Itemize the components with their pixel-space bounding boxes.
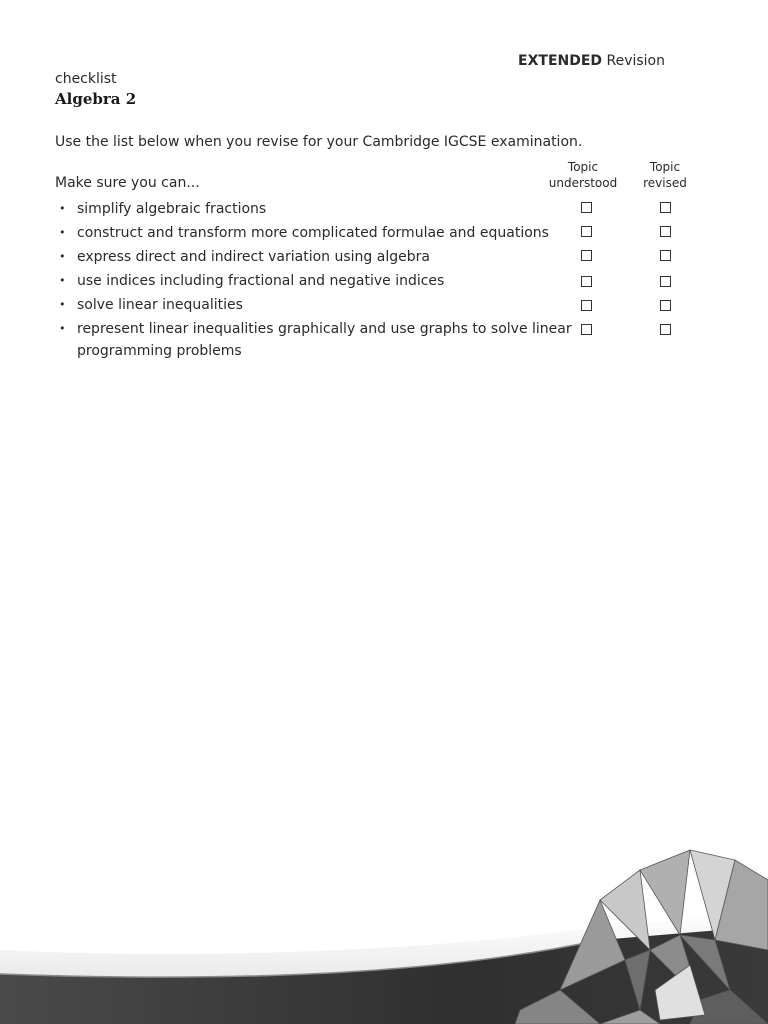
column-header-line: Topic bbox=[567, 160, 599, 174]
understood-checkbox[interactable] bbox=[581, 226, 592, 237]
understood-checkbox[interactable] bbox=[581, 202, 592, 213]
revised-checkbox[interactable] bbox=[660, 300, 671, 311]
checklist-item: • represent linear inequalities graphically and use graphs to solve linear programming problems bbox=[55, 318, 595, 362]
revised-checkbox[interactable] bbox=[660, 250, 671, 261]
header-extended: EXTENDED bbox=[518, 53, 603, 69]
column-header-understood bbox=[541, 159, 625, 191]
checklist-item: • solve linear inequalities bbox=[55, 294, 595, 316]
checklist-item: • construct and transform more complicated formulae and equations bbox=[55, 222, 595, 244]
header-checklist: checklist bbox=[55, 71, 117, 87]
understood-checkbox[interactable] bbox=[581, 300, 592, 311]
column-header-line: revised bbox=[643, 176, 687, 190]
checklist-items bbox=[55, 198, 595, 364]
header-revision: Revision bbox=[606, 53, 665, 69]
revised-checkbox[interactable] bbox=[660, 324, 671, 335]
checklist-item: • express direct and indirect variation using algebra bbox=[55, 246, 595, 268]
understood-checkbox[interactable] bbox=[581, 324, 592, 335]
intro-text: Use the list below when you revise for your Cambridge IGCSE examination. bbox=[55, 134, 583, 150]
footer-decoration bbox=[0, 840, 768, 1024]
revised-checkbox[interactable] bbox=[660, 226, 671, 237]
document-header bbox=[518, 53, 665, 69]
revised-checkbox[interactable] bbox=[660, 202, 671, 213]
column-header-line: Topic bbox=[649, 160, 681, 174]
understood-checkbox[interactable] bbox=[581, 250, 592, 261]
revised-checkbox[interactable] bbox=[660, 276, 671, 287]
make-sure-prompt: Make sure you can... bbox=[55, 175, 200, 191]
page-title: Algebra 2 bbox=[55, 90, 137, 108]
understood-checkbox[interactable] bbox=[581, 276, 592, 287]
column-header-line: understood bbox=[548, 176, 618, 190]
checklist-item: • use indices including fractional and negative indices bbox=[55, 270, 595, 292]
column-header-revised bbox=[626, 159, 704, 191]
checklist-item: • simplify algebraic fractions bbox=[55, 198, 595, 220]
